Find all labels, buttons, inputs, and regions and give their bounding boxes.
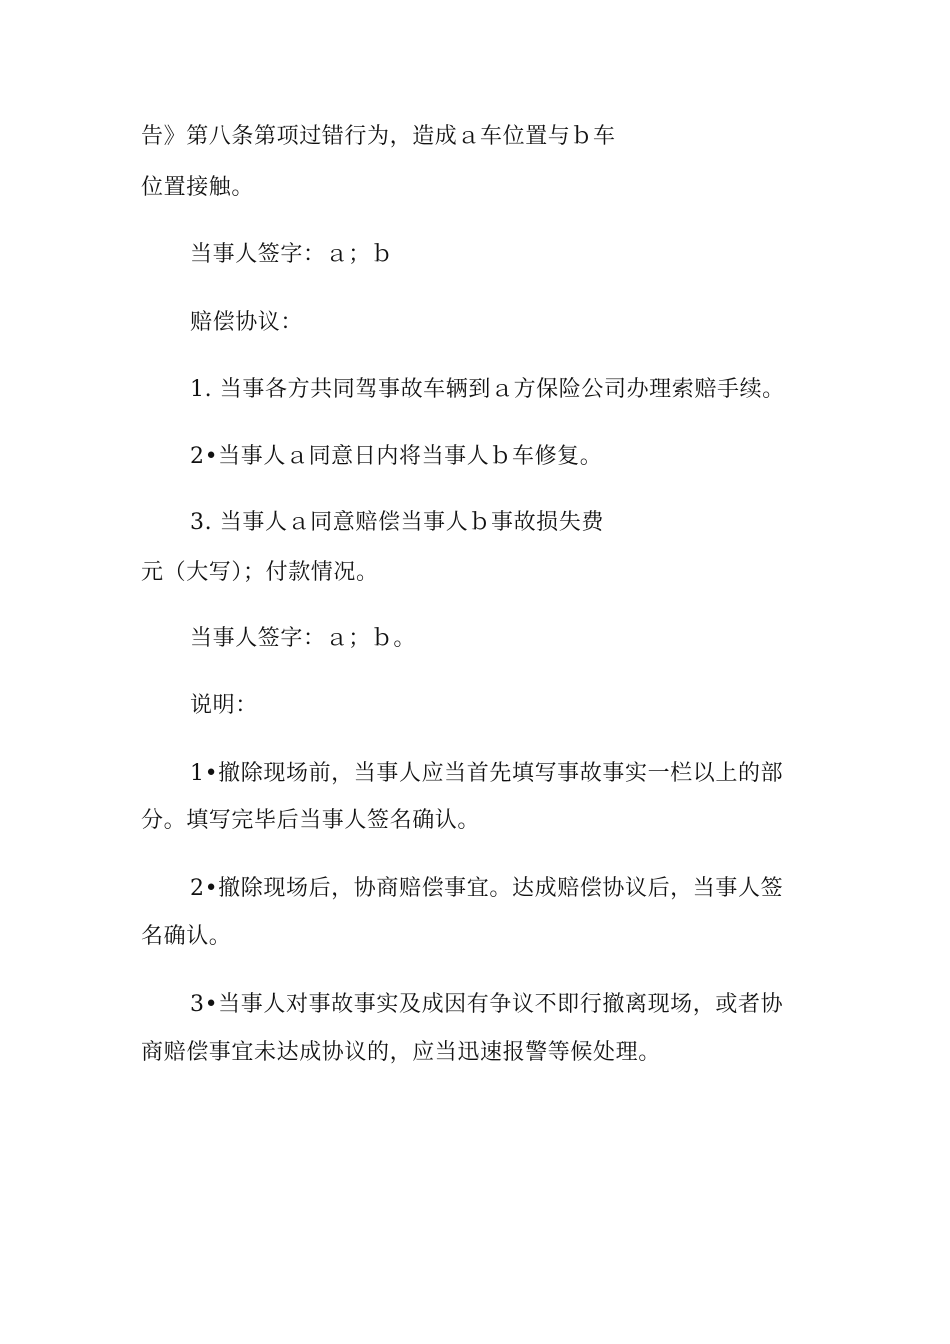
note-item-2: 2•撤除现场后，协商赔偿事宜。达成赔偿协议后，当事人签: [190, 876, 784, 901]
note-item-1: 1•撤除现场前，当事人应当首先填写事故事实一栏以上的部: [190, 761, 784, 786]
agreement-item-1: 1. 当事各方共同驾事故车辆到ａ方保险公司办理索赔手续。: [190, 377, 785, 402]
paragraph-line: 分。填写完毕后当事人签名确认。: [141, 808, 481, 833]
paragraph-line: 告》第八条第项过错行为，造成ａ车位置与ｂ车: [141, 124, 616, 149]
signature-line: 当事人签字：ａ；ｂ。: [190, 626, 417, 651]
paragraph-line: 元（大写）；付款情况。: [141, 560, 379, 585]
section-heading: 赔偿协议：: [190, 310, 304, 335]
section-heading: 说明：: [190, 693, 258, 718]
signature-line: 当事人签字：ａ；ｂ: [190, 242, 394, 267]
note-item-3: 3•当事人对事故事实及成因有争议不即行撤离现场，或者协: [190, 992, 784, 1017]
paragraph-line: 位置接触。: [141, 175, 255, 200]
paragraph-line: 商赔偿事宜未达成协议的，应当迅速报警等候处理。: [141, 1040, 661, 1065]
paragraph-line: 名确认。: [141, 924, 232, 949]
agreement-item-3: 3. 当事人ａ同意赔偿当事人ｂ事故损失费: [190, 510, 604, 535]
agreement-item-2: 2•当事人ａ同意日内将当事人ｂ车修复。: [190, 444, 603, 469]
